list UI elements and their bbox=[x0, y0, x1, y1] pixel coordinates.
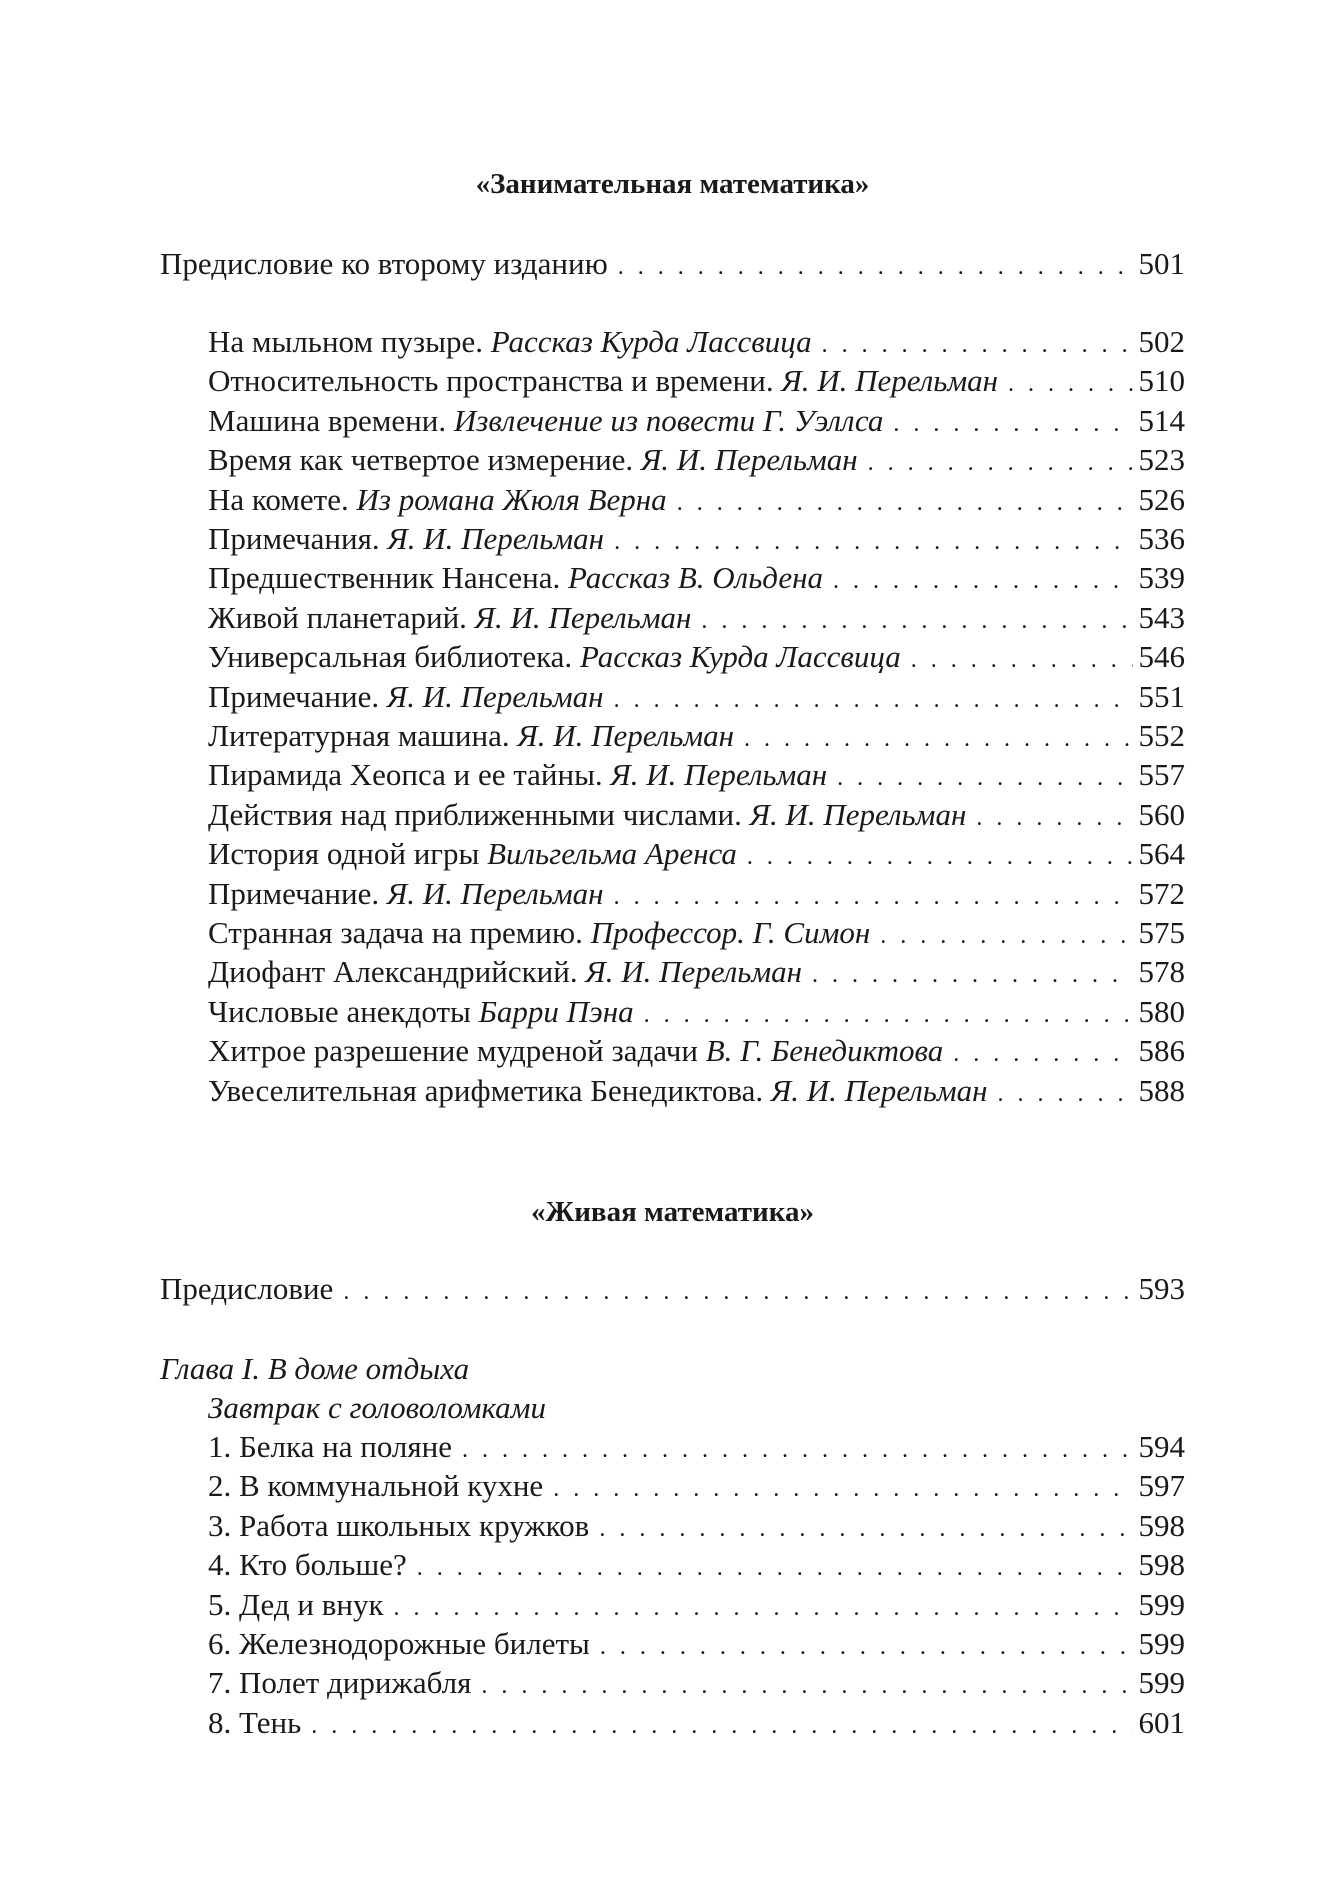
toc-entry-title bbox=[208, 598, 691, 637]
toc-entry-page: 594 bbox=[1138, 1429, 1185, 1464]
toc-entry-page: 564 bbox=[1138, 836, 1185, 872]
toc-entry-title-text: Примечание. bbox=[208, 678, 387, 714]
dot-leader bbox=[618, 248, 1133, 287]
toc-entry-author: Я. И. Перельман bbox=[781, 363, 999, 399]
dot-leader bbox=[911, 641, 1133, 680]
toc-entry-title-text: На мыльном пузыре. bbox=[208, 324, 491, 359]
toc-entry bbox=[208, 1624, 1185, 1667]
toc-entry bbox=[208, 1071, 1185, 1114]
toc-entry-author: Я. И. Перельман bbox=[585, 954, 803, 990]
toc-entry bbox=[208, 874, 1185, 917]
dot-leader bbox=[744, 720, 1132, 759]
toc-entry-author: Рассказ В. Ольдена bbox=[568, 560, 823, 596]
toc-entry-page: 578 bbox=[1138, 954, 1185, 990]
toc-entry bbox=[208, 834, 1185, 877]
toc-entry-title-text: Числовые анекдоты bbox=[208, 993, 479, 1029]
toc-entry-page: 501 bbox=[1138, 246, 1185, 281]
toc-entry-title-text: Пирамида Хеопса и ее тайны. bbox=[208, 757, 611, 793]
dot-leader bbox=[976, 799, 1132, 838]
section-heading-zhivaya: «Живая математика» bbox=[531, 1196, 814, 1228]
toc-entry-title-text: Диофант Александрийский. bbox=[208, 954, 586, 990]
toc-entry-title: 3. Работа школьных кружков bbox=[208, 1507, 590, 1543]
dot-leader bbox=[311, 1707, 1132, 1746]
toc-entry bbox=[208, 952, 1185, 995]
toc-entry-title bbox=[208, 992, 634, 1031]
toc-entry bbox=[208, 322, 1185, 365]
toc-entry-title-text: Странная задача на премию. bbox=[208, 915, 591, 950]
toc-entry-title bbox=[208, 401, 883, 440]
toc-entry-page: 536 bbox=[1138, 521, 1185, 556]
toc-entry-title-text: Универсальная библиотека. bbox=[208, 639, 580, 675]
toc-entry bbox=[208, 361, 1185, 404]
dot-leader bbox=[1008, 365, 1132, 404]
toc-entry-preface bbox=[160, 244, 1185, 287]
toc-entry-page: 543 bbox=[1138, 599, 1185, 635]
toc-entry-page: 601 bbox=[1138, 1704, 1185, 1740]
toc-entry bbox=[208, 1663, 1185, 1706]
toc-entry-page: 598 bbox=[1138, 1547, 1185, 1583]
toc-entry bbox=[208, 440, 1185, 483]
dot-leader bbox=[812, 956, 1132, 995]
toc-entry-author: Я. И. Перельман bbox=[474, 599, 692, 635]
toc-entry-title bbox=[208, 1071, 988, 1110]
dot-leader bbox=[893, 405, 1132, 444]
toc-entry bbox=[208, 913, 1185, 956]
toc-entry-author: Барри Пэна bbox=[478, 993, 634, 1029]
toc-entry bbox=[208, 1031, 1185, 1074]
toc-entry-author: Рассказ Курда Лассвица bbox=[579, 639, 901, 675]
dot-leader bbox=[599, 1510, 1132, 1549]
toc-entry bbox=[208, 1545, 1185, 1588]
toc-entry-author: Я. И. Перельман bbox=[517, 718, 735, 753]
toc-entry-title: 1. Белка на поляне bbox=[208, 1429, 452, 1464]
toc-entry bbox=[208, 1466, 1185, 1509]
toc-entry-title-text: Относительность пространства и времени. bbox=[208, 363, 782, 399]
toc-entry-page: 557 bbox=[1138, 757, 1185, 793]
dot-leader bbox=[417, 1549, 1133, 1588]
toc-entry-title bbox=[208, 755, 827, 794]
toc-entry-title bbox=[208, 558, 823, 597]
toc-entry-title: 6. Железнодорожные билеты bbox=[208, 1626, 590, 1661]
toc-entry-page: 586 bbox=[1138, 1033, 1185, 1069]
toc-entry-page: 551 bbox=[1138, 678, 1185, 714]
dot-leader bbox=[833, 562, 1133, 601]
toc-entry bbox=[208, 558, 1185, 601]
toc-entry-page: 552 bbox=[1138, 718, 1185, 753]
toc-entry-title bbox=[208, 795, 966, 834]
toc-entry-page: 580 bbox=[1138, 993, 1185, 1029]
toc-entry-page: 523 bbox=[1138, 442, 1185, 478]
toc-entry bbox=[208, 1703, 1185, 1746]
toc-entry-title-text: Увеселительная арифметика Бенедиктова. bbox=[208, 1072, 771, 1108]
toc-entry-title bbox=[208, 519, 604, 558]
dot-leader bbox=[614, 681, 1133, 720]
toc-entry-page: 599 bbox=[1138, 1626, 1185, 1661]
toc-entry-page: 514 bbox=[1138, 402, 1185, 438]
toc-entry-author: Вильгельма Аренса bbox=[487, 836, 737, 872]
toc-entry-title bbox=[208, 440, 858, 479]
toc-entry bbox=[208, 401, 1185, 444]
dot-leader bbox=[462, 1431, 1133, 1470]
toc-entry-title bbox=[208, 361, 998, 400]
toc-entry-title: Предисловие bbox=[160, 1271, 334, 1306]
toc-entry-title bbox=[208, 834, 737, 873]
dot-leader bbox=[677, 484, 1133, 523]
toc-entry-author: Я. И. Перельман bbox=[387, 521, 605, 556]
toc-entry-title bbox=[208, 677, 604, 716]
toc-entry-title bbox=[208, 716, 734, 755]
toc-entry-title-text: Время как четвертое измерение. bbox=[208, 442, 641, 478]
toc-entry-title: 2. В коммунальной кухне bbox=[208, 1468, 544, 1504]
dot-leader bbox=[880, 917, 1132, 956]
toc-entry-author: Я. И. Перельман bbox=[770, 1072, 988, 1108]
toc-entry-title bbox=[208, 322, 812, 361]
toc-entry-author: В. Г. Бенедиктова bbox=[705, 1033, 944, 1069]
toc-entry-author: Извлечение из повести Г. Уэллса bbox=[453, 402, 884, 438]
dot-leader bbox=[600, 1628, 1133, 1667]
toc-entry-page: 560 bbox=[1138, 796, 1185, 832]
toc-entry-page: 598 bbox=[1138, 1507, 1185, 1543]
toc-entry-title bbox=[208, 480, 667, 519]
toc-entry bbox=[208, 795, 1185, 838]
toc-entry-title: 7. Полет дирижабля bbox=[208, 1665, 472, 1701]
toc-entry-title-text: Хитрое разрешение мудреной задачи bbox=[208, 1033, 706, 1069]
toc-entry-title bbox=[208, 637, 901, 676]
toc-entry bbox=[208, 755, 1185, 798]
dot-leader bbox=[481, 1667, 1132, 1706]
toc-entry-author: Я. И. Перельман bbox=[386, 875, 604, 911]
toc-entry bbox=[208, 716, 1185, 759]
toc-entry-title-text: Машина времени. bbox=[208, 402, 454, 438]
toc-entry-author: Рассказ Курда Лассвица bbox=[490, 324, 812, 359]
dot-leader bbox=[868, 444, 1133, 483]
toc-entry-title: Предисловие ко второму изданию bbox=[160, 246, 608, 281]
dot-leader bbox=[701, 602, 1132, 641]
toc-entry-page: 510 bbox=[1138, 363, 1185, 399]
toc-entry-title-text: Действия над приближенными числами. bbox=[208, 796, 750, 832]
dot-leader bbox=[822, 326, 1133, 365]
toc-entry-page: 588 bbox=[1138, 1072, 1185, 1108]
toc-entry-author: Из романа Жюля Верна bbox=[356, 481, 667, 517]
toc-entry-title bbox=[208, 1031, 943, 1070]
chapter-title: Глава I. В доме отдыха bbox=[160, 1351, 470, 1386]
toc-entry-page: 502 bbox=[1138, 324, 1185, 359]
toc-entry-page: 593 bbox=[1138, 1271, 1185, 1306]
subsection-title: Завтрак с головоломками bbox=[208, 1390, 546, 1425]
toc-entry-page: 572 bbox=[1138, 875, 1185, 911]
toc-entry bbox=[208, 480, 1185, 523]
dot-leader bbox=[644, 996, 1133, 1035]
dot-leader bbox=[553, 1470, 1132, 1509]
toc-entry-title-text: Примечание. bbox=[208, 875, 387, 911]
toc-entry-page: 546 bbox=[1138, 639, 1185, 675]
toc-entry-page: 599 bbox=[1138, 1586, 1185, 1622]
toc-entry-page: 575 bbox=[1138, 915, 1185, 950]
toc-entry-page: 597 bbox=[1138, 1468, 1185, 1504]
dot-leader bbox=[953, 1035, 1132, 1074]
toc-entry bbox=[208, 519, 1185, 562]
toc-entry bbox=[208, 1427, 1185, 1470]
toc-entry bbox=[208, 637, 1185, 680]
toc-entry bbox=[208, 1585, 1185, 1628]
toc-entry-title-text: История одной игры bbox=[208, 836, 488, 872]
toc-entry bbox=[208, 992, 1185, 1035]
toc-entry-title: 5. Дед и внук bbox=[208, 1586, 384, 1622]
toc-entry-title: 4. Кто больше? bbox=[208, 1547, 407, 1583]
dot-leader bbox=[614, 523, 1132, 562]
toc-entry-page: 539 bbox=[1138, 560, 1185, 596]
section-heading-zanimatelnaya: «Занимательная математика» bbox=[475, 168, 870, 200]
toc-entry-preface-2 bbox=[160, 1269, 1185, 1312]
toc-entry-title-text: Примечания. bbox=[208, 521, 388, 556]
toc-entry-title-text: Предшественник Нансена. bbox=[208, 560, 568, 596]
toc-entry-author: Я. И. Перельман bbox=[386, 678, 604, 714]
toc-entry-title bbox=[208, 913, 870, 952]
toc-entry-title: 8. Тень bbox=[208, 1704, 302, 1740]
dot-leader bbox=[998, 1075, 1133, 1114]
toc-entry-title-text: На комете. bbox=[208, 481, 357, 517]
toc-entry-page: 599 bbox=[1138, 1665, 1185, 1701]
toc-entry bbox=[208, 598, 1185, 641]
toc-entry-page: 526 bbox=[1138, 481, 1185, 517]
toc-entry-title-text: Литературная машина. bbox=[208, 718, 518, 753]
dot-leader bbox=[394, 1589, 1133, 1628]
toc-entry-title bbox=[208, 952, 802, 991]
dot-leader bbox=[747, 838, 1133, 877]
dot-leader bbox=[837, 759, 1132, 798]
toc-entry bbox=[208, 677, 1185, 720]
dot-leader bbox=[343, 1273, 1132, 1312]
toc-entry-author: Профессор. Г. Симон bbox=[590, 915, 871, 950]
dot-leader bbox=[614, 878, 1133, 917]
toc-entry-title-text: Живой планетарий. bbox=[208, 599, 475, 635]
toc-entry-author: Я. И. Перельман bbox=[640, 442, 858, 478]
toc-entry-author: Я. И. Перельман bbox=[610, 757, 828, 793]
toc-entry bbox=[208, 1506, 1185, 1549]
toc-entry-author: Я. И. Перельман bbox=[749, 796, 967, 832]
toc-entry-title bbox=[208, 874, 604, 913]
